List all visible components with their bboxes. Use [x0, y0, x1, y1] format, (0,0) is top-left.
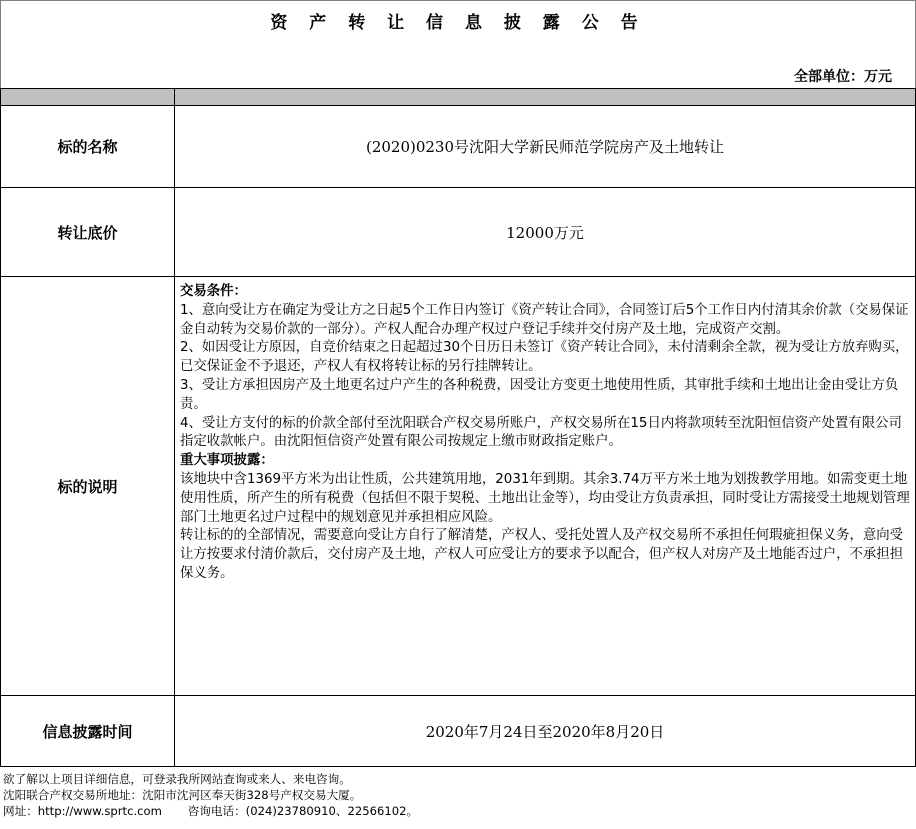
trade-conditions-title: 交易条件：: [180, 284, 247, 299]
disclosure-item: 该地块中含1369平方米为出让性质，公共建筑用地，2031年到期。其余3.74万平方米土地为划拨教学用地。如需变更土地使用性质，所产生的所有税费（包括但不限于契税、土地出让金等），均由受让方负责承担，同时受让方需接受土地规划管理部门土地更名过户过程中的规划意见并承担相应风险。: [180, 471, 910, 525]
trade-condition-item: 4、受让方支付的标的价款全部付至沈阳联合产权交易所账户，产权交易所在15日内将款项转至沈阳恒信资产处置有限公司指定收款帐户。由沈阳恒信资产处置有限公司按规定上缴市财政指定账户。: [180, 415, 902, 450]
trade-condition-item: 1、意向受让方在确定为受让方之日起5个工作日内签订《资产转让合同》，合同签订后5个工作日内付清其余价款（交易保证金自动转为交易价款的一部分）。产权人配合办理产权过户登记手续并交付房产及土地，完成资产交割。: [180, 302, 909, 337]
value-base-price: 12000万元: [175, 188, 916, 277]
notice-table: [0, 88, 916, 767]
footer-line-inquiry: 欲了解以上项目详细信息，可登录我所网站查询或来人、来电咨询。: [3, 772, 351, 786]
footer-line-address: 沈阳联合产权交易所地址：沈阳市沈河区奉天街328号产权交易大厦。: [3, 788, 362, 802]
disclosure-item: 转让标的的全部情况，需要意向受让方自行了解清楚，产权人、受托处置人及产权交易所不承担任何瑕疵担保义务，意向受让方按要求付清价款后，交付房产及土地，产权人可应受让方的要求予以配合，但产权人对房产及土地能否过户，不承担担保义务。: [180, 528, 904, 581]
header-cell-left: [1, 89, 175, 106]
trade-condition-item: 2、如因受让方原因，自竞价结束之日起超过30个日历日未签订《资产转让合同》，未付清剩余全款，视为受让方放弃购买，已交保证金不予退还，产权人有权将转让标的另行挂牌转让。: [180, 340, 909, 375]
label-disclosure-time: 信息披露时间: [1, 696, 175, 767]
row-item-name: [1, 106, 916, 188]
value-item-name: (2020)0230号沈阳大学新民师范学院房产及土地转让: [175, 106, 916, 188]
label-base-price: 转让底价: [1, 188, 175, 277]
description-cell: [175, 277, 916, 696]
row-disclosure-time: [1, 696, 916, 767]
label-item-name: 标的名称: [1, 106, 175, 188]
footer-line-contact: 网址：http://www.sprtc.com 咨询电话：(024)23780910、22566102。: [3, 804, 419, 818]
header-cell-right: [175, 89, 916, 106]
value-disclosure-time: 2020年7月24日至2020年8月20日: [175, 696, 916, 767]
unit-note: 全部单位：万元: [794, 69, 892, 85]
row-base-price: [1, 188, 916, 277]
disclosure-title: 重大事项披露：: [180, 453, 274, 469]
trade-condition-item: 3、受让方承担因房产及土地更名过户产生的各种税费，因受让方变更土地使用性质，其审批手续和土地出让金由受让方负责。: [180, 377, 899, 412]
label-description: 标的说明: [1, 277, 175, 696]
page-title: 资 产 转 让 信 息 披 露 公 告: [270, 13, 646, 33]
table-header-row: [1, 89, 916, 106]
footer-info: [3, 771, 418, 819]
row-description: [1, 277, 916, 696]
